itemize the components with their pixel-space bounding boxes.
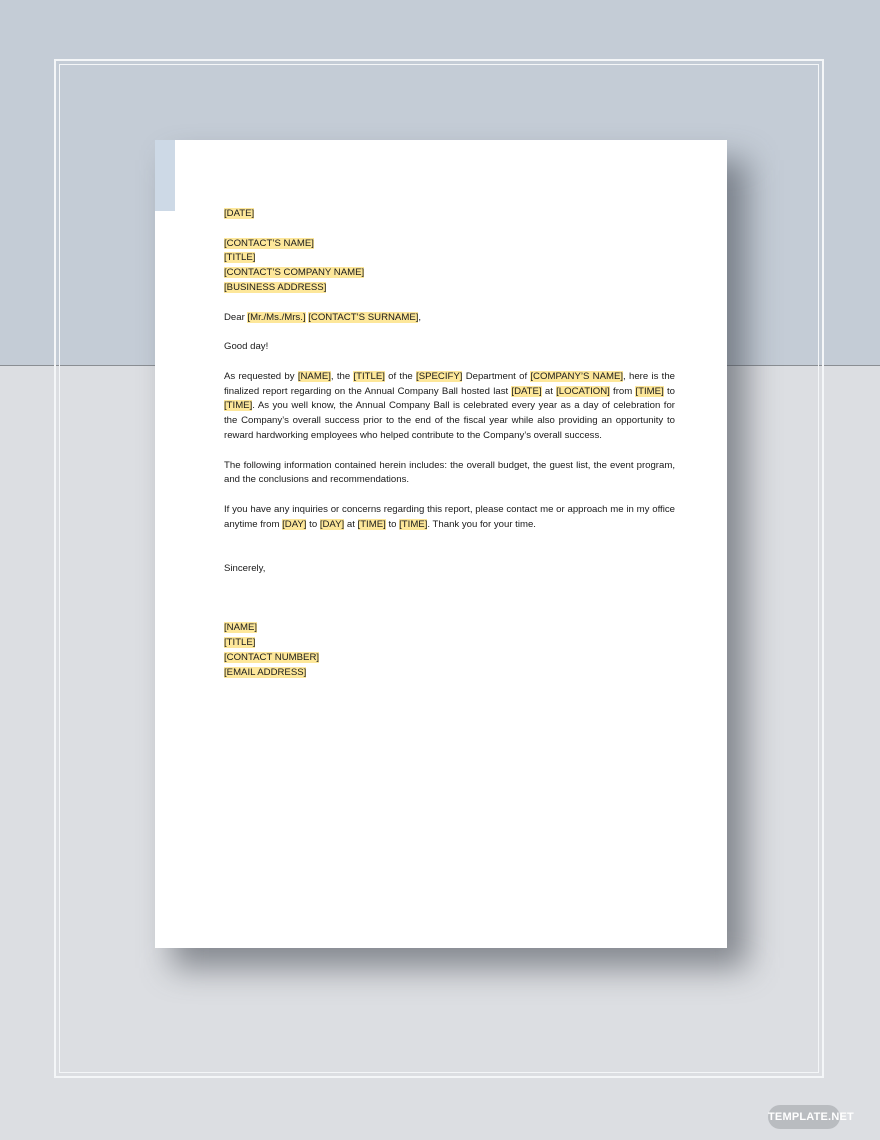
- signature-name-line: [224, 621, 675, 636]
- closing: Sincerely,: [224, 563, 266, 575]
- contact-number-placeholder: [CONTACT NUMBER]: [224, 651, 320, 663]
- surname-placeholder: [CONTACT’S SURNAME]: [308, 311, 419, 323]
- day-end-placeholder: [DAY]: [319, 518, 345, 530]
- p3-text: . Thank you for your time.: [427, 518, 536, 530]
- page-corner-tab: [155, 140, 175, 211]
- day-start-placeholder: [DAY]: [282, 518, 307, 530]
- date-line: [224, 207, 675, 222]
- p1-text: Department of: [462, 370, 531, 382]
- company-name-placeholder: [CONTACT’S COMPANY NAME]: [224, 267, 365, 279]
- paragraph-2: The following information contained herein includes: the overall budget, the guest list, the event program, and the conclusions and recommendations.: [224, 459, 675, 486]
- start-time-placeholder: [TIME]: [635, 385, 664, 397]
- salutation-dear: Dear: [224, 311, 248, 323]
- office-time-end-placeholder: [TIME]: [399, 518, 428, 530]
- honorific-placeholder: [Mr./Ms./Mrs.]: [247, 311, 306, 323]
- greeting: Good day!: [224, 341, 269, 353]
- p3-text: If you have any inquiries or concerns regarding this report, please contact me or approach me in my office anytime from: [224, 503, 675, 530]
- signature-title-line: [224, 636, 675, 651]
- recipient-company-line: [224, 266, 675, 281]
- specify-placeholder: [SPECIFY]: [416, 370, 463, 382]
- business-address-placeholder: [BUSINESS ADDRESS]: [224, 281, 327, 293]
- location-placeholder: [LOCATION]: [556, 385, 610, 397]
- signature-title-placeholder: [TITLE]: [224, 637, 256, 649]
- signature-email-line: [224, 666, 675, 681]
- salutation: [224, 311, 675, 326]
- p1-text: , the: [330, 370, 354, 382]
- p1-text: . As you well know, the Annual Company Ball is celebrated every year as a day of celebration for the Company’s overall success prior to the end of the fiscal year while also providing an opportunity to reward hardworking employees who helped contribute to the Company’s overall success.: [224, 400, 675, 441]
- company-placeholder: [COMPANY’S NAME]: [530, 370, 624, 382]
- name-placeholder: [NAME]: [297, 370, 331, 382]
- paragraph-3: [224, 503, 675, 533]
- signature-name-placeholder: [NAME]: [224, 622, 258, 634]
- p1-text: to: [663, 385, 675, 397]
- recipient-address-line: [224, 281, 675, 296]
- paragraph-1: [224, 370, 675, 444]
- title-placeholder: [TITLE]: [353, 370, 385, 382]
- p1-text: from: [609, 385, 636, 397]
- recipient-title-line: [224, 251, 675, 266]
- p1-text: of the: [384, 370, 417, 382]
- end-time-placeholder: [TIME]: [224, 400, 253, 412]
- p3-text: at: [344, 518, 358, 530]
- email-address-placeholder: [EMAIL ADDRESS]: [224, 666, 307, 678]
- p1-text: As requested by: [224, 370, 298, 382]
- recipient-name-line: [224, 237, 675, 252]
- p3-text: to: [306, 518, 320, 530]
- p1-text: , here is the finalized report regarding on the Annual Company Ball hosted last: [224, 370, 675, 397]
- letter-page: [155, 140, 727, 948]
- event-date-placeholder: [DATE]: [511, 385, 542, 397]
- date-placeholder: [DATE]: [224, 208, 255, 219]
- salutation-comma: ,: [418, 311, 422, 323]
- office-time-start-placeholder: [TIME]: [357, 518, 386, 530]
- contact-title-placeholder: [TITLE]: [224, 252, 256, 264]
- letter-body: [224, 207, 675, 681]
- watermark-badge: TEMPLATE.NET: [768, 1105, 840, 1129]
- signature-contact-line: [224, 651, 675, 666]
- p3-text: to: [385, 518, 400, 530]
- contact-name-placeholder: [CONTACT’S NAME]: [224, 237, 314, 249]
- p1-text: at: [541, 385, 557, 397]
